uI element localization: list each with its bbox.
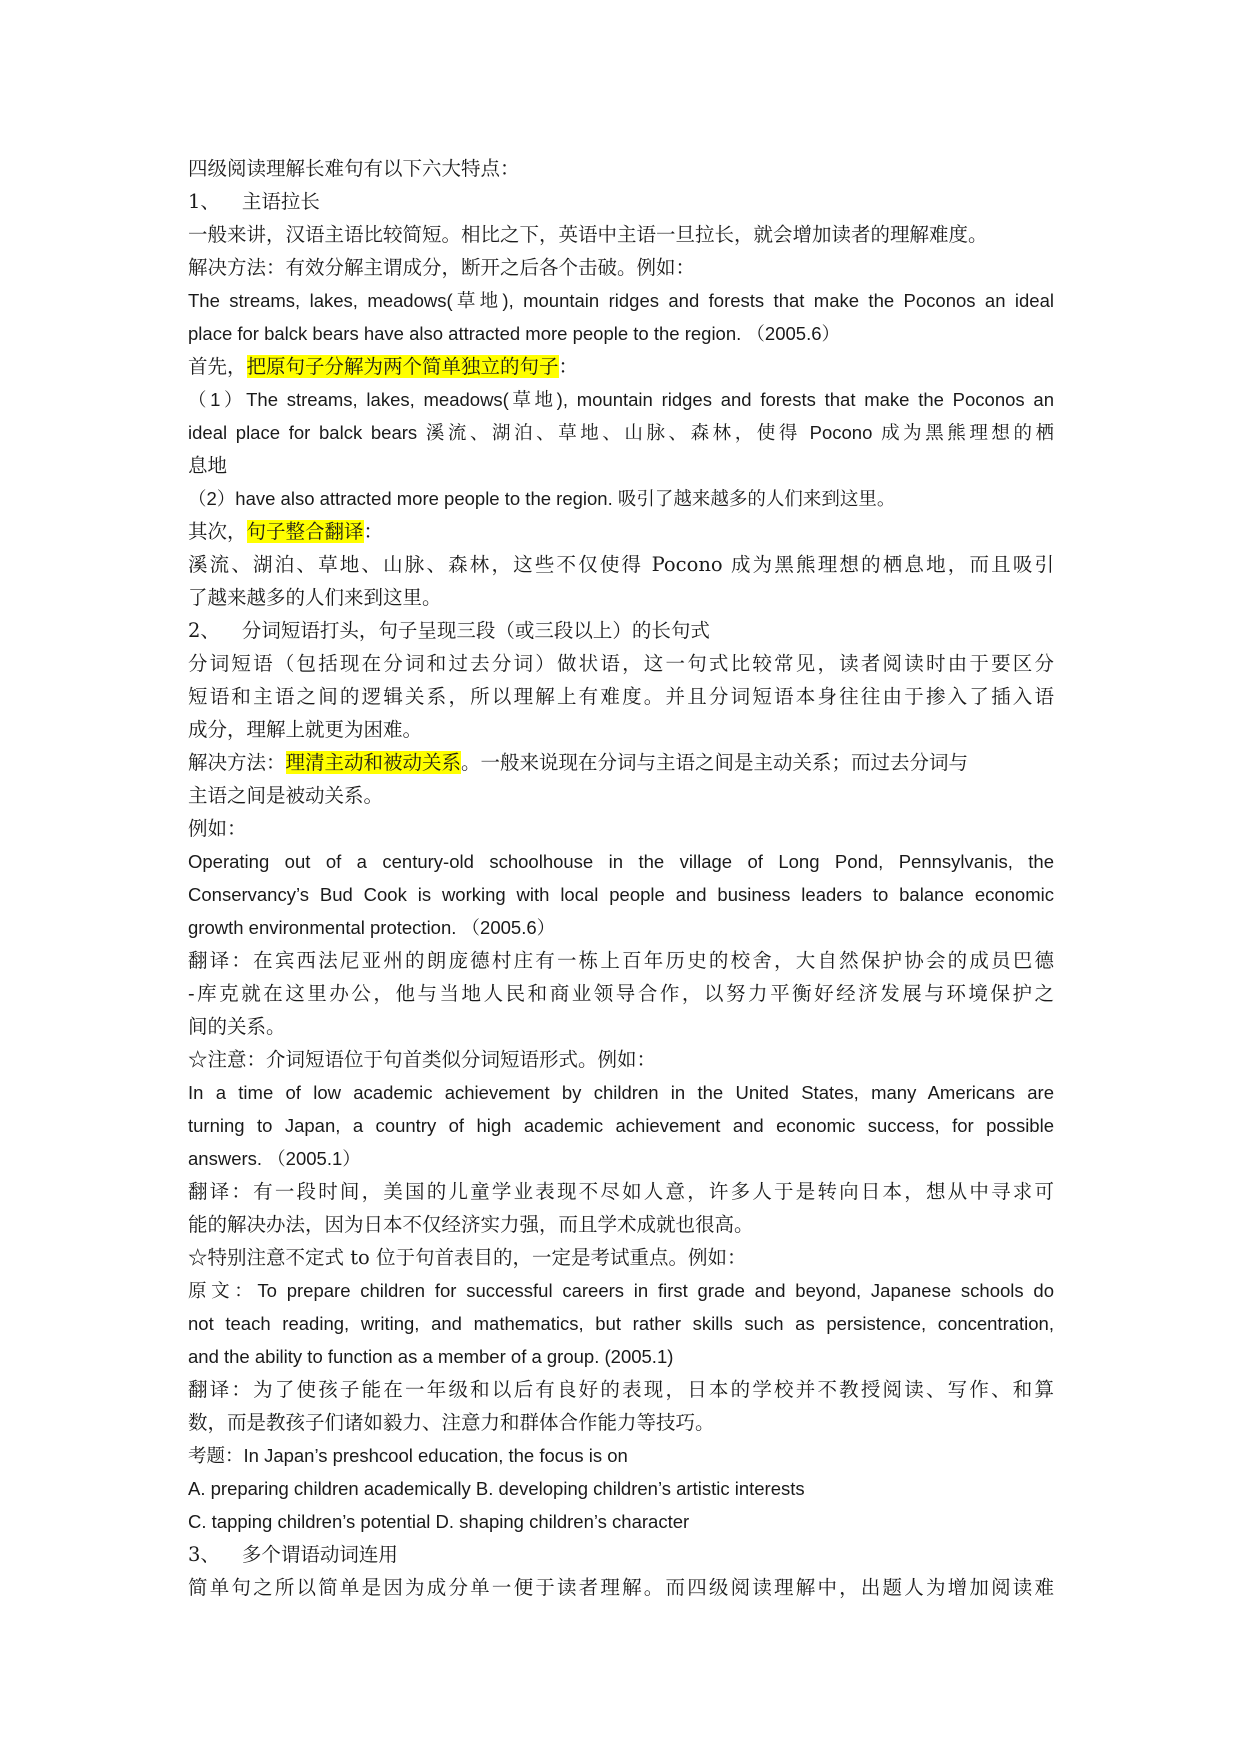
answer-options-cd: C. tapping children’s potential D. shaping children’s character — [188, 1511, 690, 1532]
method-text: 。一般来说现在分词与主语之间是主动关系；而过去分词与 — [461, 751, 969, 774]
document-page — [188, 152, 1054, 1604]
example-sentence-line: Operating out of a century-old schoolhouse in the village of Long Pond, Pennsylvanis, the — [188, 851, 1054, 872]
original-sentence-line: and the ability to function as a member of a group. (2005.1) — [188, 1346, 674, 1367]
section-number: 3、 — [188, 1543, 220, 1566]
paragraph-line: 成分，理解上就更为困难。 — [188, 718, 423, 741]
translation-line: 翻译：为了使孩子能在一年级和以后有良好的表现，日本的学校并不教授阅读、写作、和算 — [188, 1378, 1054, 1401]
answer-options-ab: A. preparing children academically B. developing children’s artistic interests — [188, 1478, 805, 1499]
exam-question: 考题：In Japan’s preshcool education, the focus is on — [188, 1445, 628, 1466]
punctuation: ： — [558, 355, 579, 378]
split-sentence-1-line: ideal place for balck bears 溪流、湖泊、草地、山脉、森林，使得 Pocono 成为黑熊理想的栖 — [188, 422, 1054, 443]
highlighted-text: 句子整合翻译 — [246, 520, 364, 543]
punctuation: ： — [363, 520, 384, 543]
split-sentence-1-line: 息地 — [188, 454, 228, 477]
translation-line: 翻译：在宾西法尼亚州的朗庞德村庄有一栋上百年历史的校舍，大自然保护协会的成员巴德 — [188, 949, 1054, 972]
translation-line: 了越来越多的人们来到这里。 — [188, 586, 442, 609]
translation-line: 溪流、湖泊、草地、山脉、森林，这些不仅使得 Pocono 成为黑熊理想的栖息地，而且吸引 — [188, 553, 1054, 576]
note-line: ☆注意：介词短语位于句首类似分词短语形式。例如： — [188, 1048, 657, 1071]
example-sentence-line: The streams, lakes, meadows(草地), mountain ridges and forests that make the Poconos an ideal — [188, 290, 1054, 311]
paragraph-line: 一般来讲，汉语主语比较简短。相比之下，英语中主语一旦拉长，就会增加读者的理解难度。 — [188, 223, 988, 246]
paragraph-line: 主语之间是被动关系。 — [188, 784, 384, 807]
translation-line: 翻译：有一段时间，美国的儿童学业表现不尽如人意，许多人于是转向日本，想从中寻求可 — [188, 1180, 1054, 1203]
method-line — [188, 746, 1054, 779]
note-line: ☆特别注意不定式 to 位于句首表目的，一定是考试重点。例如： — [188, 1246, 747, 1269]
paragraph-line: 分词短语（包括现在分词和过去分词）做状语，这一句式比较常见，读者阅读时由于要区分 — [188, 652, 1054, 675]
section-number: 1、 — [188, 190, 220, 213]
example-label: 例如： — [188, 817, 247, 840]
paragraph-line: 简单句之所以简单是因为成分单一便于读者理解。而四级阅读理解中，出题人为增加阅读难 — [188, 1576, 1054, 1599]
section-title: 主语拉长 — [241, 190, 320, 213]
example-sentence-line: growth environmental protection. （2005.6） — [188, 917, 556, 938]
example-sentence-line: answers. （2005.1） — [188, 1148, 361, 1169]
original-sentence-line: 原文：To prepare children for successful careers in first grade and beyond, Japanese schools do — [188, 1280, 1054, 1301]
paragraph-line: 解决方法：有效分解主谓成分，断开之后各个击破。例如： — [188, 256, 696, 279]
paragraph-line: 短语和主语之间的逻辑关系，所以理解上有难度。并且分词短语本身往往由于掺入了插入语 — [188, 685, 1054, 708]
example-sentence-line: Conservancy’s Bud Cook is working with local people and business leaders to balance economic — [188, 884, 1054, 905]
example-sentence-line: place for balck bears have also attracted more people to the region. （2005.6） — [188, 323, 840, 344]
step-label: 首先， — [188, 355, 247, 378]
section-1-title — [188, 185, 1054, 218]
step-first — [188, 350, 1054, 383]
split-sentence-1-line: （1）The streams, lakes, meadows(草地), mountain ridges and forests that make the Poconos an — [188, 389, 1054, 410]
method-label: 解决方法： — [188, 751, 286, 774]
highlighted-text: 理清主动和被动关系 — [285, 751, 462, 774]
example-sentence-line: In a time of low academic achievement by children in the United States, many Americans are — [188, 1082, 1054, 1103]
example-sentence-line: turning to Japan, a country of high academic achievement and economic success, for possible — [188, 1115, 1054, 1136]
translation-line: 间的关系。 — [188, 1015, 286, 1038]
step-label: 其次， — [188, 520, 247, 543]
section-3-title — [188, 1538, 1054, 1571]
section-number: 2、 — [188, 619, 220, 642]
original-sentence-line: not teach reading, writing, and mathematics, but rather skills such as persistence, concentration, — [188, 1313, 1054, 1334]
translation-line: -库克就在这里办公，他与当地人民和商业领导合作，以努力平衡好经济发展与环境保护之 — [188, 982, 1054, 1005]
section-title: 分词短语打头，句子呈现三段（或三段以上）的长句式 — [241, 619, 710, 642]
translation-line: 数，而是教孩子们诸如毅力、注意力和群体合作能力等技巧。 — [188, 1411, 715, 1434]
section-title: 多个谓语动词连用 — [241, 1543, 398, 1566]
highlighted-text: 把原句子分解为两个简单独立的句子 — [246, 355, 559, 378]
split-sentence-2: （2）have also attracted more people to the region. 吸引了越来越多的人们来到这里。 — [188, 488, 896, 509]
section-2-title — [188, 614, 1054, 647]
heading: 四级阅读理解长难句有以下六大特点： — [188, 157, 520, 180]
translation-line: 能的解决办法，因为日本不仅经济实力强，而且学术成就也很高。 — [188, 1213, 754, 1236]
step-second — [188, 515, 1054, 548]
